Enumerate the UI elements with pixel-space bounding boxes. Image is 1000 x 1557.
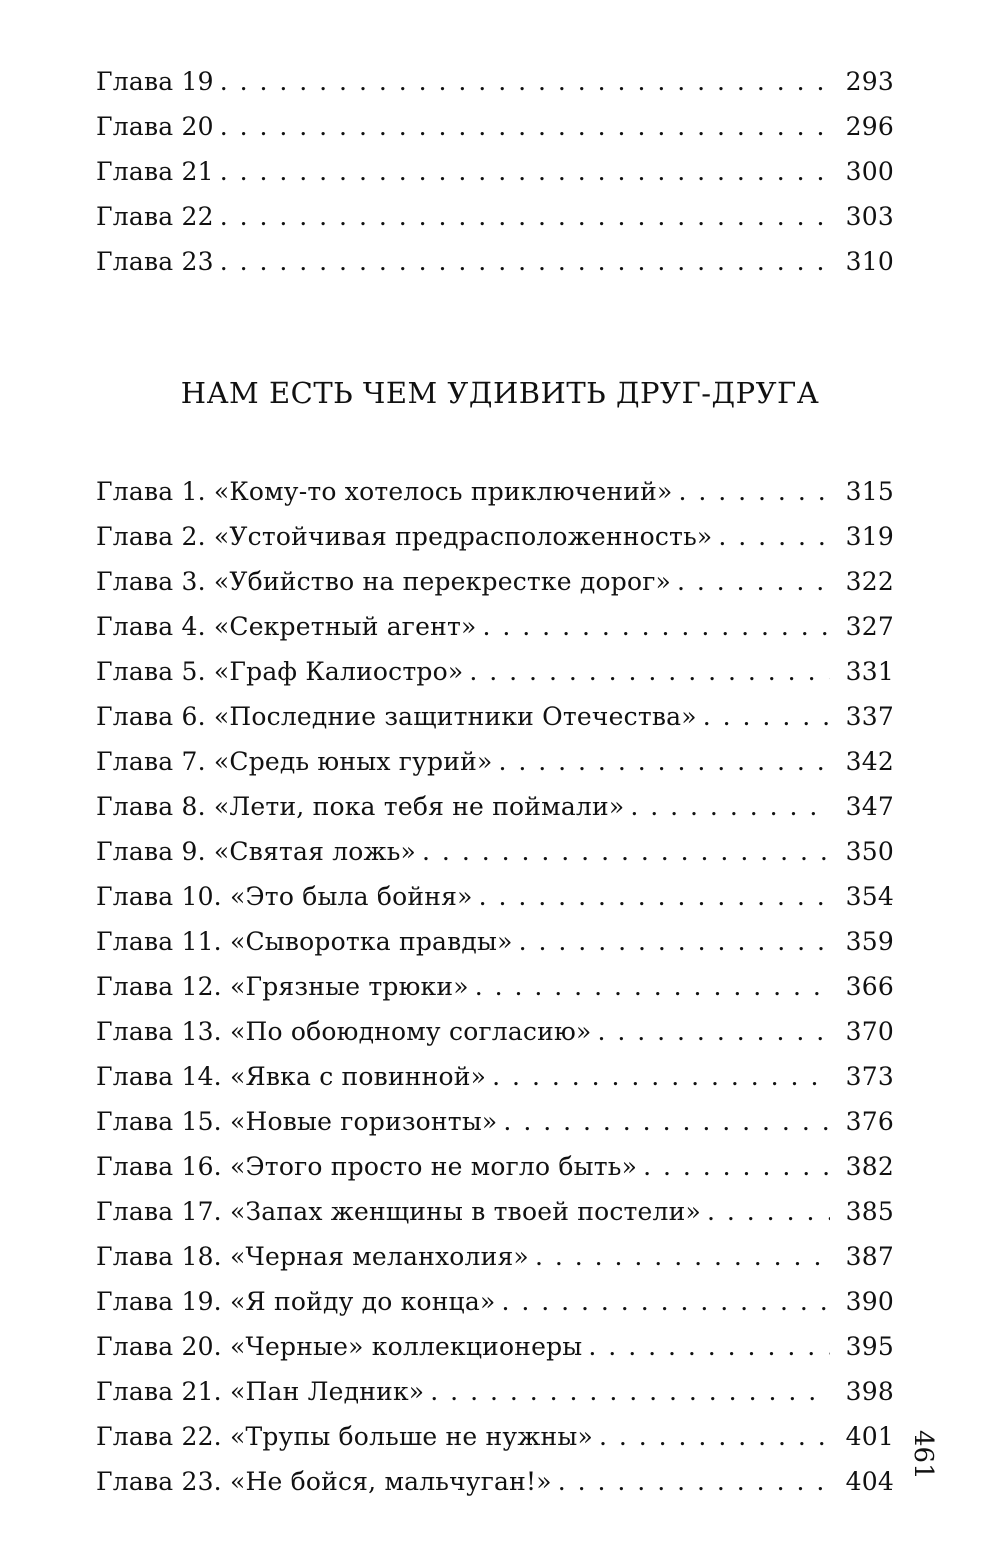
toc-entry-title: Глава 13. «По обоюдному согласию» bbox=[96, 1017, 592, 1046]
toc-entry-title: Глава 12. «Грязные трюки» bbox=[96, 972, 469, 1001]
toc-entry-title: Глава 2. «Устойчивая предрасположенность» bbox=[96, 522, 713, 551]
toc-entry-page: 319 bbox=[845, 522, 894, 551]
dot-leader bbox=[703, 694, 830, 739]
toc-entry bbox=[96, 919, 894, 964]
dot-leader bbox=[492, 1054, 830, 1099]
toc-entry bbox=[96, 1054, 894, 1099]
toc-entry-page: 322 bbox=[845, 567, 894, 596]
toc-entry bbox=[96, 104, 894, 149]
dot-leader bbox=[503, 1099, 830, 1144]
toc-entry-page: 331 bbox=[845, 657, 894, 686]
toc-entry-page: 366 bbox=[845, 972, 894, 1001]
dot-leader bbox=[718, 514, 830, 559]
toc-entry-page: 315 bbox=[845, 477, 894, 506]
dot-leader bbox=[588, 1324, 830, 1369]
toc-entry-page: 300 bbox=[845, 157, 894, 186]
toc-entry bbox=[96, 59, 894, 104]
toc-entry bbox=[96, 194, 894, 239]
toc-section-list bbox=[96, 469, 894, 1504]
toc-entry-page: 342 bbox=[845, 747, 894, 776]
dot-leader bbox=[430, 1369, 830, 1414]
toc-entry-page: 327 bbox=[845, 612, 894, 641]
toc-entry bbox=[96, 739, 894, 784]
toc-entry-title: Глава 20. «Черные» коллекционеры bbox=[96, 1332, 583, 1361]
toc-entry bbox=[96, 1144, 894, 1189]
toc-entry-title: Глава 9. «Святая ложь» bbox=[96, 837, 417, 866]
toc-entry bbox=[96, 964, 894, 1009]
toc-entry-title: Глава 15. «Новые горизонты» bbox=[96, 1107, 498, 1136]
toc-entry-title: Глава 16. «Этого просто не могло быть» bbox=[96, 1152, 638, 1181]
toc-entry-title: Глава 4. «Секретный агент» bbox=[96, 612, 477, 641]
toc-entry bbox=[96, 1279, 894, 1324]
toc-entry bbox=[96, 239, 894, 284]
toc-entry-page: 296 bbox=[845, 112, 894, 141]
toc-entry bbox=[96, 604, 894, 649]
toc-entry-title: Глава 14. «Явка с повинной» bbox=[96, 1062, 487, 1091]
dot-leader bbox=[597, 1009, 830, 1054]
dot-leader bbox=[498, 739, 830, 784]
toc-entry-page: 385 bbox=[845, 1197, 894, 1226]
dot-leader bbox=[630, 784, 830, 829]
toc-entry bbox=[96, 559, 894, 604]
toc-entry bbox=[96, 1234, 894, 1279]
toc-entry bbox=[96, 1099, 894, 1144]
toc-entry-title: Глава 19. «Я пойду до конца» bbox=[96, 1287, 496, 1316]
toc-entry bbox=[96, 1369, 894, 1414]
dot-leader bbox=[475, 964, 830, 1009]
dot-leader bbox=[220, 239, 830, 284]
toc-entry bbox=[96, 1324, 894, 1369]
toc-entry-title: Глава 21. «Пан Ледник» bbox=[96, 1377, 425, 1406]
toc-entry-title: Глава 5. «Граф Калиостро» bbox=[96, 657, 464, 686]
dot-leader bbox=[469, 649, 830, 694]
toc-entry bbox=[96, 149, 894, 194]
dot-leader bbox=[479, 874, 830, 919]
dot-leader bbox=[535, 1234, 830, 1279]
toc-entry-page: 376 bbox=[845, 1107, 894, 1136]
toc-entry-title: Глава 22. «Трупы больше не нужны» bbox=[96, 1422, 593, 1451]
toc-entry-page: 390 bbox=[845, 1287, 894, 1316]
toc-entry bbox=[96, 1189, 894, 1234]
dot-leader bbox=[422, 829, 830, 874]
toc-entry-page: 373 bbox=[845, 1062, 894, 1091]
toc-entry-title: Глава 19 bbox=[96, 67, 214, 96]
toc-entry-page: 382 bbox=[845, 1152, 894, 1181]
toc-entry-title: Глава 10. «Это была бойня» bbox=[96, 882, 473, 911]
toc-entry-page: 387 bbox=[845, 1242, 894, 1271]
toc-entry bbox=[96, 874, 894, 919]
toc-entry-page: 310 bbox=[845, 247, 894, 276]
dot-leader bbox=[677, 559, 830, 604]
toc-entry-title: Глава 3. «Убийство на перекрестке дорог» bbox=[96, 567, 671, 596]
toc-entry-title: Глава 11. «Сыворотка правды» bbox=[96, 927, 513, 956]
toc-entry-page: 293 bbox=[845, 67, 894, 96]
toc-entry-title: Глава 20 bbox=[96, 112, 214, 141]
toc-entry-title: Глава 23. «Не бойся, мальчуган!» bbox=[96, 1467, 552, 1496]
toc-entry-page: 354 bbox=[845, 882, 894, 911]
toc-entry bbox=[96, 694, 894, 739]
toc-entry-title: Глава 18. «Черная меланхолия» bbox=[96, 1242, 529, 1271]
dot-leader bbox=[220, 194, 830, 239]
dot-leader bbox=[558, 1459, 830, 1504]
section-heading: НАМ ЕСТЬ ЧЕМ УДИВИТЬ ДРУГ-ДРУГА bbox=[180, 376, 820, 410]
toc-entry-page: 395 bbox=[845, 1332, 894, 1361]
toc-entry bbox=[96, 1459, 894, 1504]
dot-leader bbox=[501, 1279, 830, 1324]
toc-entry bbox=[96, 649, 894, 694]
toc-entry bbox=[96, 784, 894, 829]
toc-entry bbox=[96, 829, 894, 874]
toc-entry-title: Глава 23 bbox=[96, 247, 214, 276]
toc-entry-title: Глава 1. «Кому-то хотелось приключений» bbox=[96, 477, 673, 506]
toc-entry-page: 404 bbox=[845, 1467, 894, 1496]
toc-entry-title: Глава 7. «Средь юных гурий» bbox=[96, 747, 493, 776]
toc-entry-page: 401 bbox=[845, 1422, 894, 1451]
dot-leader bbox=[678, 469, 830, 514]
toc-entry bbox=[96, 514, 894, 559]
toc-entry-page: 347 bbox=[845, 792, 894, 821]
toc-entry-page: 350 bbox=[845, 837, 894, 866]
dot-leader bbox=[483, 604, 831, 649]
toc-entry-page: 337 bbox=[845, 702, 894, 731]
dot-leader bbox=[643, 1144, 830, 1189]
toc-entry-title: Глава 6. «Последние защитники Отечества» bbox=[96, 702, 697, 731]
dot-leader bbox=[599, 1414, 830, 1459]
toc-continued-list bbox=[96, 59, 894, 284]
toc-entry-title: Глава 21 bbox=[96, 157, 214, 186]
toc-entry bbox=[96, 1414, 894, 1459]
toc-entry-page: 303 bbox=[845, 202, 894, 231]
dot-leader bbox=[220, 104, 830, 149]
dot-leader bbox=[707, 1189, 830, 1234]
toc-entry-title: Глава 17. «Запах женщины в твоей постели» bbox=[96, 1197, 701, 1226]
toc-entry-title: Глава 22 bbox=[96, 202, 214, 231]
toc-entry-page: 398 bbox=[845, 1377, 894, 1406]
page-number: 461 bbox=[908, 1430, 938, 1480]
dot-leader bbox=[519, 919, 830, 964]
toc-entry-page: 370 bbox=[845, 1017, 894, 1046]
toc-entry bbox=[96, 469, 894, 514]
dot-leader bbox=[220, 149, 830, 194]
toc-entry-page: 359 bbox=[845, 927, 894, 956]
toc-entry-title: Глава 8. «Лети, пока тебя не поймали» bbox=[96, 792, 625, 821]
toc-entry bbox=[96, 1009, 894, 1054]
dot-leader bbox=[220, 59, 830, 104]
